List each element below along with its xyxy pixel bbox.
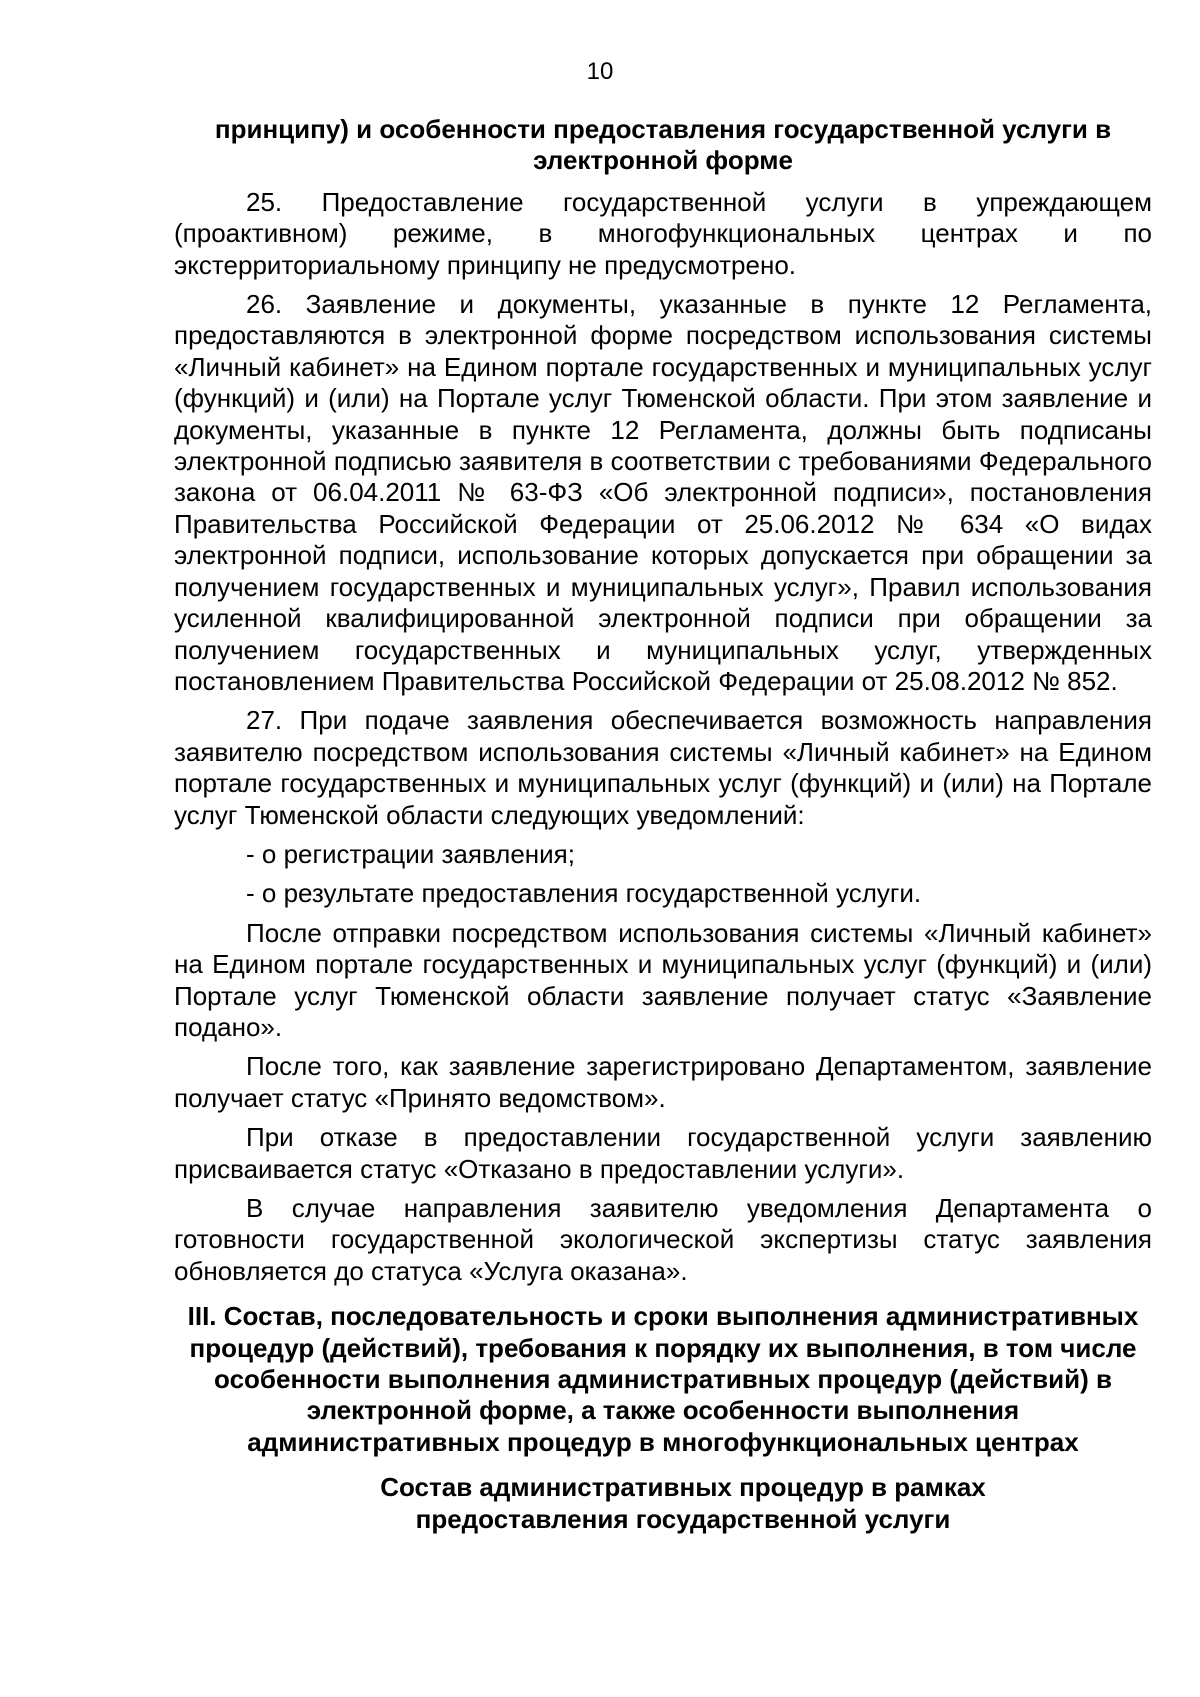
paragraph-refusal: При отказе в предоставлении государственной услуги заявлению присваивается статус «Отказано в предоставлении услуги».	[174, 1122, 1152, 1184]
paragraph-25: 25. Предоставление государственной услуги в упреждающем (проактивном) режиме, в многофункциональных центрах и по экстерриториальному принципу не предусмотрено.	[174, 186, 1152, 280]
heading-electronic-form: принципу) и особенности предоставления государственной услуги в электронной форме	[214, 114, 1112, 176]
paragraph-27: 27. При подаче заявления обеспечивается возможность направления заявителю посредством использования системы «Личный кабинет» на Едином портале государственных и муниципальных услуг (функций) и (или) на Портале услуг Тюменской области следующих уведомлений:	[174, 705, 1152, 830]
list-item-registration: - о регистрации заявления;	[246, 838, 575, 869]
paragraph-after-send: После отправки посредством использования системы «Личный кабинет» на Едином портале государственных и муниципальных услуг (функций) и (или) Портале услуг Тюменской области заявление получает статус «Заявление подано».	[174, 917, 1152, 1042]
subheading-procedures: Состав административных процедур в рамках предоставления государственной услуги	[380, 1472, 986, 1534]
paragraph-after-register: После того, как заявление зарегистрировано Департаментом, заявление получает статус «Принято ведомством».	[174, 1051, 1152, 1113]
document-body	[174, 114, 1152, 1535]
section-heading-iii: III. Состав, последовательность и сроки выполнения административных процедур (действий), требования к порядку их выполнения, в том числе особенности выполнения административных процедур (действий) в электронной форме, а также особенности выполнения административных процедур в многофункциональных центрах	[187, 1301, 1139, 1457]
paragraph-26: 26. Заявление и документы, указанные в пункте 12 Регламента, предоставляются в электронной форме посредством использования системы «Личный кабинет» на Едином портале государственных и муниципальных услуг (функций) и (или) на Портале услуг Тюменской области. При этом заявление и документы, указанные в пункте 12 Регламента, должны быть подписаны электронной подписью заявителя в соответствии с требованиями Федерального закона от 06.04.2011 № 63-ФЗ «Об электронной подписи», постановления Правительства Российской Федерации от 25.06.2012 № 634 «О видах электронной подписи, использование которых допускается при обращении за получением государственных и муниципальных услуг», Правил использования усиленной квалифицированной электронной подписи при обращении за получением государственных и муниципальных услуг, утвержденных постановлением Правительства Российской Федерации от 25.08.2012 № 852.	[174, 289, 1152, 696]
list-item-result: - о результате предоставления государственной услуги.	[246, 878, 922, 909]
paragraph-readiness: В случае направления заявителю уведомления Департамента о готовности государственной экологической экспертизы статус заявления обновляется до статуса «Услуга оказана».	[174, 1193, 1152, 1286]
page-number: 10	[586, 58, 614, 85]
